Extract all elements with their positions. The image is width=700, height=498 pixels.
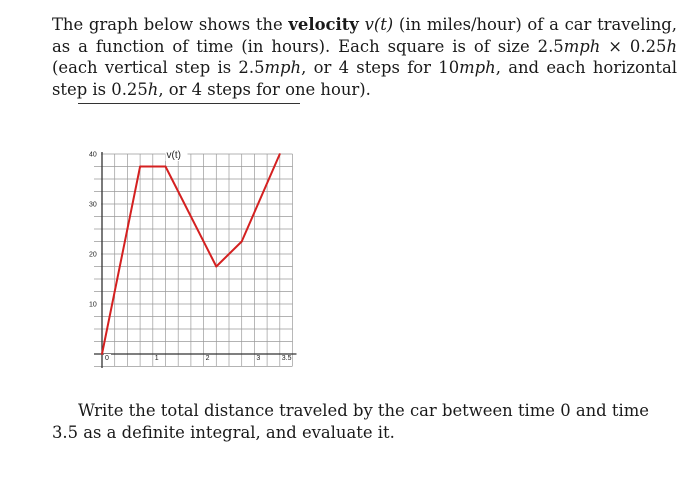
underline-rule bbox=[78, 103, 300, 104]
unit-mph-1: mph bbox=[563, 36, 601, 56]
y-tick-label: 20 bbox=[89, 251, 97, 259]
x-tick-label: 0 bbox=[105, 355, 109, 362]
velocity-term: velocity bbox=[288, 15, 359, 34]
y-tick-label: 40 bbox=[89, 151, 97, 159]
y-tick-label: 10 bbox=[89, 301, 97, 309]
intro-text-1: The graph below shows the bbox=[52, 15, 289, 34]
velocity-data-point bbox=[139, 166, 141, 168]
velocity-graph bbox=[84, 142, 306, 384]
y-tick-label: 30 bbox=[89, 201, 97, 209]
intro-text-3: (each vertical step is 2.5 bbox=[52, 58, 265, 78]
problem-statement bbox=[52, 14, 677, 100]
question-text: Write the total distance traveled by the car between time 0 and time 3.5 as a definite integral, and evaluate it. bbox=[52, 401, 649, 442]
intro-text-5: , and each horizontal step is 0.25 bbox=[52, 58, 677, 99]
function-label: v(t) bbox=[166, 150, 181, 161]
velocity-data-point bbox=[215, 266, 217, 268]
unit-mph-2: mph bbox=[264, 58, 302, 78]
intro-text-4: , or 4 steps for 10 bbox=[301, 58, 460, 78]
question-statement bbox=[52, 400, 677, 443]
x-tick-label: 1 bbox=[154, 355, 159, 362]
velocity-data-point bbox=[279, 153, 281, 155]
velocity-data-point bbox=[101, 353, 103, 355]
velocity-data-point bbox=[165, 166, 167, 168]
graph-labels bbox=[88, 149, 292, 363]
intro-text-2: (in miles/hour) of a car traveling, as a function of time (in hours). Each square is of size 2.5 bbox=[52, 15, 677, 56]
velocity-graph-svg bbox=[84, 142, 306, 384]
unit-mph-3: mph bbox=[459, 58, 496, 78]
x-tick-label: 3.5 bbox=[281, 355, 292, 362]
unit-h-2: h bbox=[147, 79, 159, 99]
unit-h-1: h bbox=[666, 36, 677, 56]
velocity-data-point bbox=[241, 241, 243, 243]
velocity-function: v(t) bbox=[364, 15, 394, 34]
times-symbol: × 0.25 bbox=[600, 36, 667, 56]
x-tick-label: 2 bbox=[205, 355, 210, 362]
x-tick-label: 3 bbox=[256, 355, 261, 362]
graph-grid bbox=[94, 154, 293, 367]
intro-text-6: , or 4 steps for one hour). bbox=[158, 79, 371, 99]
